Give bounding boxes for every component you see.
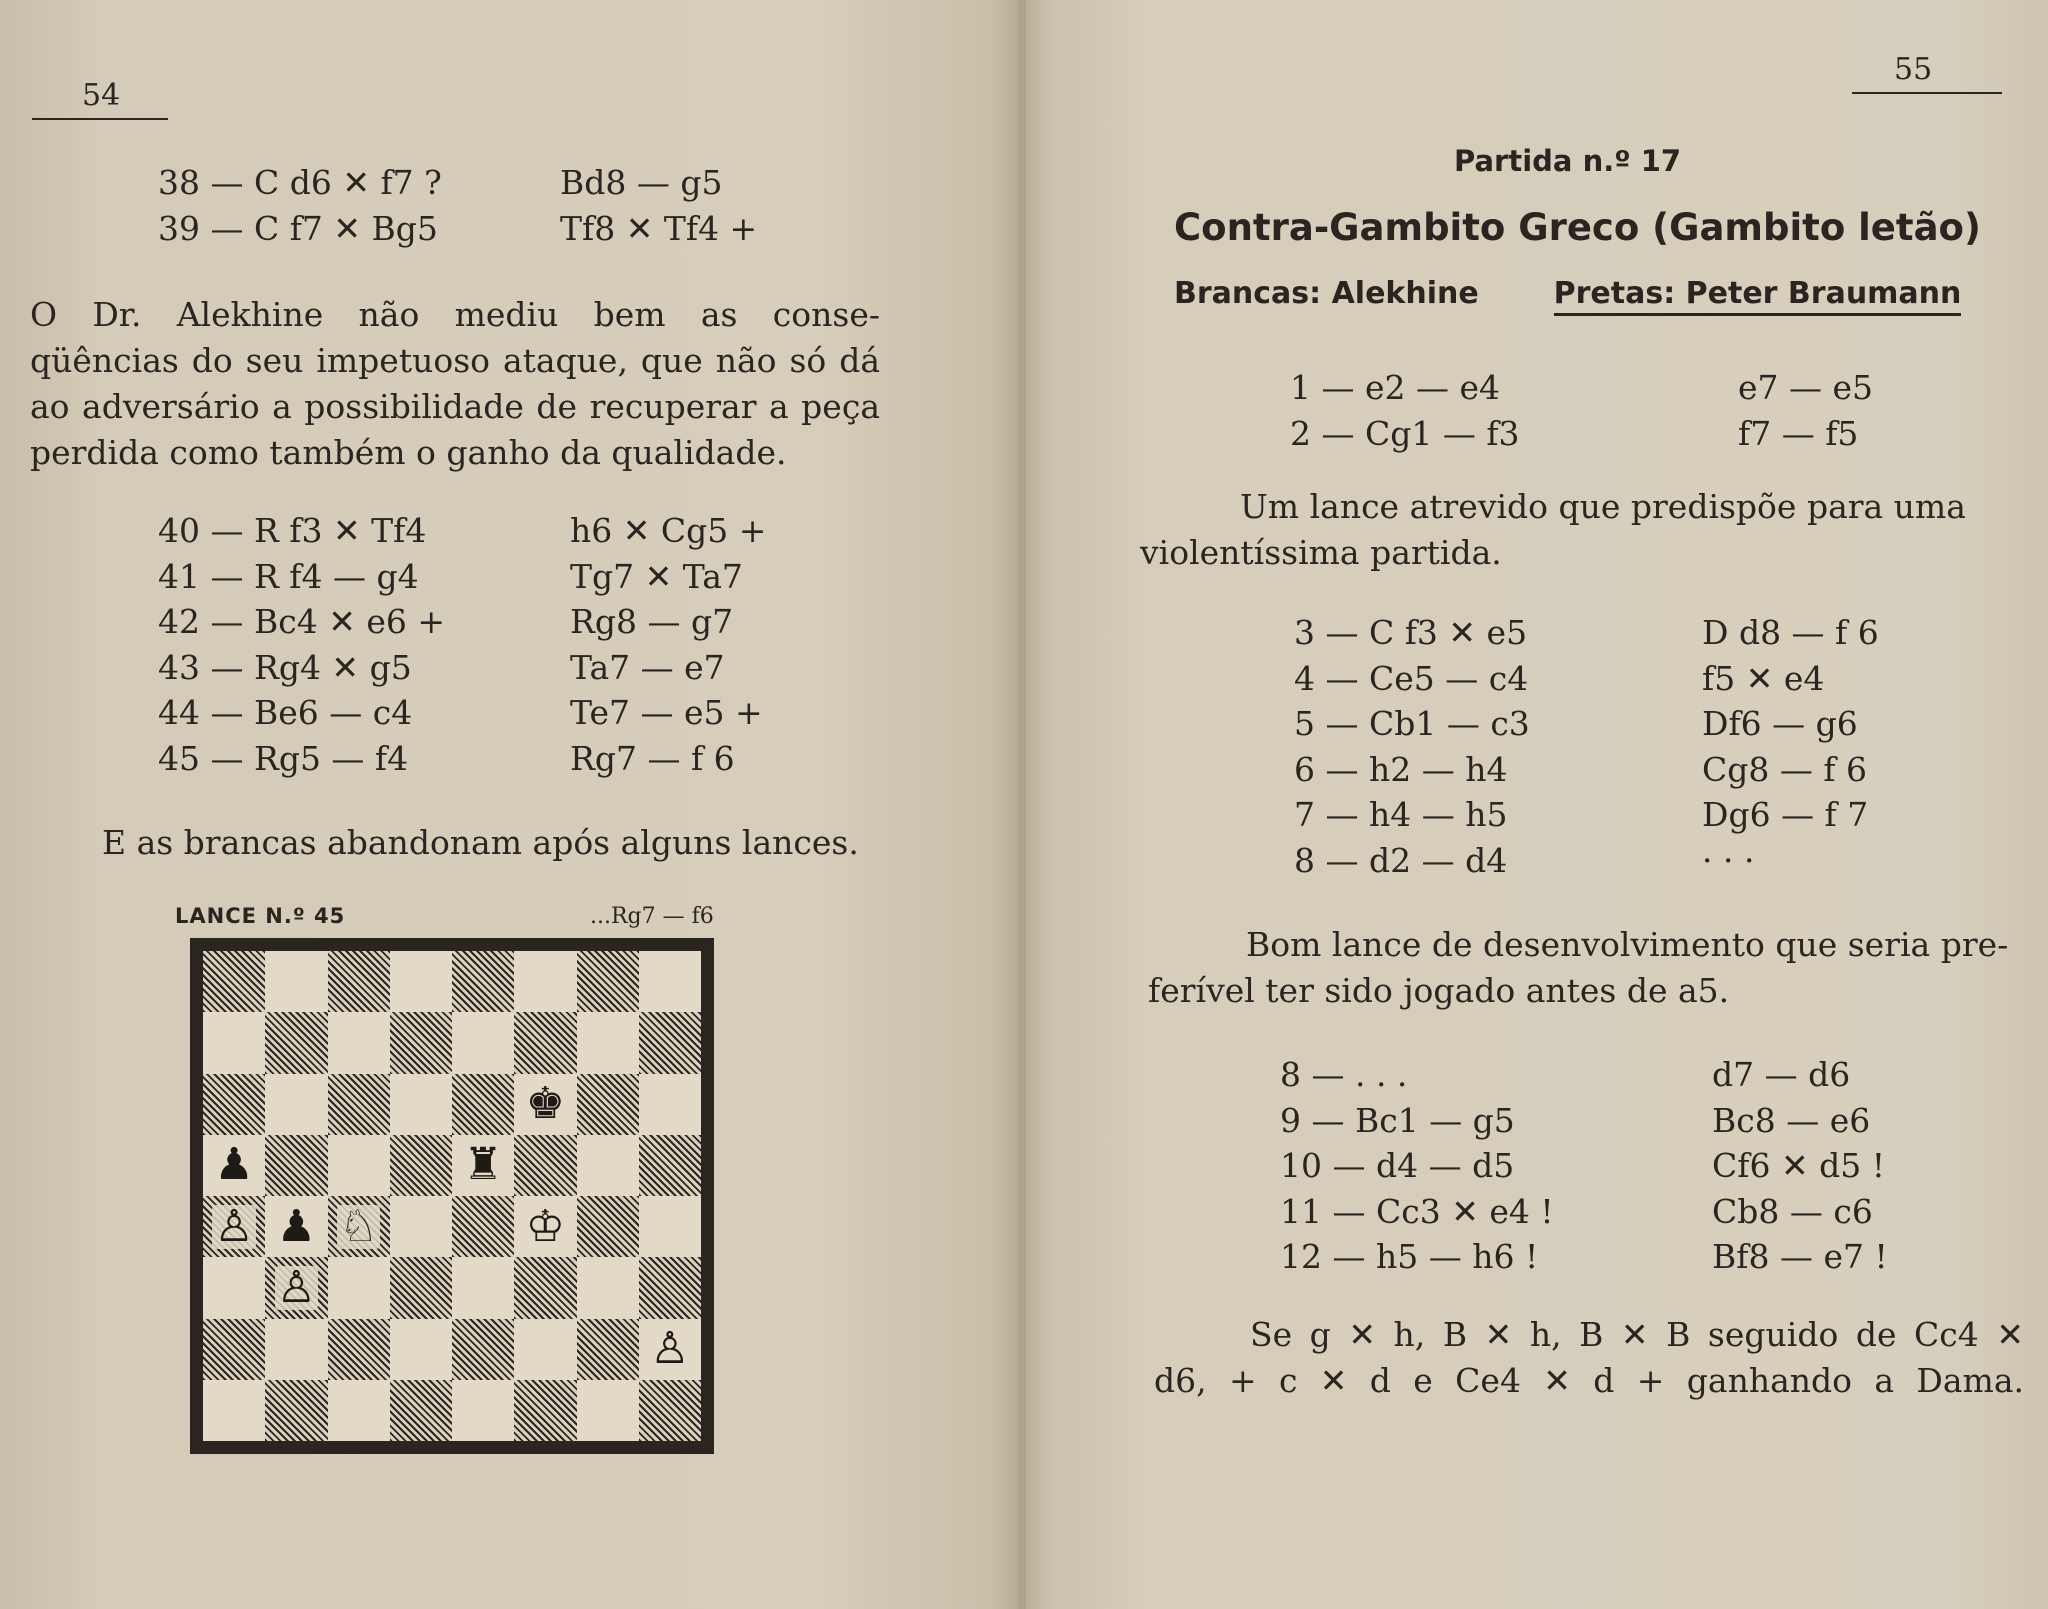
book-gutter <box>1018 0 1026 1609</box>
square-b4 <box>265 1196 327 1257</box>
square-h7 <box>639 1012 701 1073</box>
square-a8 <box>203 951 265 1012</box>
square-b3 <box>265 1257 327 1318</box>
square-c8 <box>328 951 390 1012</box>
move-row <box>1294 656 1894 702</box>
move-list-a <box>158 160 798 251</box>
square-h3 <box>639 1257 701 1318</box>
move-row <box>1280 1143 1900 1189</box>
black-move: Bd8 — g5 <box>560 163 723 202</box>
move-row <box>158 599 818 645</box>
square-e7 <box>452 1012 514 1073</box>
black-move: D d8 — f 6 <box>1702 613 1879 652</box>
white-move: 40 — R f3 ✕ Tf4 <box>158 511 427 550</box>
square-b1 <box>265 1380 327 1441</box>
square-d7 <box>390 1012 452 1073</box>
white-move: 4 — Ce5 — c4 <box>1294 658 1529 698</box>
white-knight-icon: ♘ <box>338 1200 379 1252</box>
move-row <box>158 206 798 252</box>
white-move: 8 — . . . <box>1280 1055 1408 1094</box>
black-move: Ta7 — e7 <box>570 647 725 687</box>
square-c5 <box>328 1135 390 1196</box>
diagram-label: LANCE N.º 45 <box>175 904 346 928</box>
square-e2 <box>452 1319 514 1380</box>
square-f2 <box>514 1319 576 1380</box>
square-d5 <box>390 1135 452 1196</box>
square-b5 <box>265 1135 327 1196</box>
square-c2 <box>328 1319 390 1380</box>
black-move: Rg8 — g7 <box>570 602 734 641</box>
opening-title: Contra-Gambito Greco (Gambito letão) <box>1174 206 1981 249</box>
black-king-icon: ♚ <box>525 1078 566 1130</box>
text-line: ao adversário a possibilidade de recuperar a peça <box>30 387 880 426</box>
square-c7 <box>328 1012 390 1073</box>
square-f4 <box>514 1196 576 1257</box>
square-d8 <box>390 951 452 1012</box>
move-row <box>158 645 818 691</box>
square-f8 <box>514 951 576 1012</box>
white-move: 2 — Cg1 — f3 <box>1290 413 1520 453</box>
closing-sentence: E as brancas abandonam após alguns lances. <box>102 823 859 862</box>
white-move: 45 — Rg5 — f4 <box>158 738 409 778</box>
square-g3 <box>577 1257 639 1318</box>
square-h1 <box>639 1380 701 1441</box>
square-c4 <box>328 1196 390 1257</box>
black-move: Bc8 — e6 <box>1712 1100 1871 1140</box>
black-move: Bf8 — e7 ! <box>1712 1237 1888 1276</box>
black-move: h6 ✕ Cg5 + <box>570 511 767 550</box>
square-h6 <box>639 1074 701 1135</box>
square-h8 <box>639 951 701 1012</box>
move-list-b <box>158 508 818 781</box>
page-number-left: 54 <box>82 78 121 113</box>
diagram-move: ...Rg7 — f6 <box>590 904 714 929</box>
square-d2 <box>390 1319 452 1380</box>
chess-board <box>203 951 701 1441</box>
move-row <box>1280 1189 1900 1235</box>
square-h2 <box>639 1319 701 1380</box>
square-f6 <box>514 1074 576 1135</box>
black-move: d7 — d6 <box>1712 1055 1851 1094</box>
black-move: Tg7 ✕ Ta7 <box>570 556 743 596</box>
square-e8 <box>452 951 514 1012</box>
commentary-paragraph-1 <box>30 292 880 476</box>
text-line: qüências do seu impetuoso ataque, que não só dá <box>30 341 880 380</box>
square-d3 <box>390 1257 452 1318</box>
move-row <box>1290 365 1890 411</box>
white-move: 6 — h2 — h4 <box>1294 749 1508 789</box>
white-move: 9 — Bc1 — g5 <box>1280 1100 1515 1140</box>
square-d6 <box>390 1074 452 1135</box>
square-e6 <box>452 1074 514 1135</box>
chess-diagram <box>190 938 714 1454</box>
square-f3 <box>514 1257 576 1318</box>
square-b6 <box>265 1074 327 1135</box>
commentary-paragraph-3: Se g ✕ h, B ✕ h, B ✕ B seguido de Cc4 ✕ d6, + c ✕ d e Ce4 ✕ d + ganhando a Dama. <box>1154 1315 2024 1400</box>
white-move: 1 — e2 — e4 <box>1290 368 1501 407</box>
black-move: · · · <box>1702 840 1755 880</box>
square-e1 <box>452 1380 514 1441</box>
square-g2 <box>577 1319 639 1380</box>
move-list-b <box>1294 610 1894 883</box>
page-number-right: 55 <box>1894 52 1933 87</box>
text-line: perdida como também o ganho da qualidade. <box>30 433 787 472</box>
square-c1 <box>328 1380 390 1441</box>
square-e4 <box>452 1196 514 1257</box>
black-pawn-icon: ♟ <box>214 1139 254 1191</box>
square-a5 <box>203 1135 265 1196</box>
move-row <box>1294 610 1894 656</box>
square-g7 <box>577 1012 639 1073</box>
square-a7 <box>203 1012 265 1073</box>
move-row <box>158 690 818 736</box>
white-pawn-icon: ♙ <box>650 1323 690 1375</box>
white-pawn-icon: ♙ <box>276 1261 317 1313</box>
white-move: 10 — d4 — d5 <box>1280 1146 1515 1185</box>
commentary-paragraph-2: Bom lance de desenvolvimento que seria pre- ferível ter sido jogado antes de a5. <box>1148 925 2009 1010</box>
move-row <box>158 736 818 782</box>
black-move: Cf6 ✕ d5 ! <box>1712 1146 1885 1185</box>
white-move: 7 — h4 — h5 <box>1294 795 1508 834</box>
move-row <box>1294 701 1894 747</box>
right-page <box>1022 0 2048 1609</box>
square-b7 <box>265 1012 327 1073</box>
left-page <box>0 0 1022 1609</box>
move-row <box>1280 1052 1900 1098</box>
white-move: 38 — C d6 ✕ f7 ? <box>158 163 442 202</box>
game-number: Partida n.º 17 <box>1454 144 1682 178</box>
page-number-rule <box>1852 92 2002 94</box>
square-f5 <box>514 1135 576 1196</box>
black-move: Tf8 ✕ Tf4 + <box>560 208 758 248</box>
white-move: 43 — Rg4 ✕ g5 <box>158 647 412 687</box>
square-a2 <box>203 1319 265 1380</box>
black-rook-icon: ♜ <box>463 1139 503 1191</box>
move-list-c <box>1280 1052 1900 1280</box>
black-move: Cg8 — f 6 <box>1702 749 1868 789</box>
white-player: Brancas: Alekhine <box>1174 276 1479 311</box>
page-number-rule <box>32 118 168 120</box>
square-g6 <box>577 1074 639 1135</box>
square-e3 <box>452 1257 514 1318</box>
square-f7 <box>514 1012 576 1073</box>
white-move: 5 — Cb1 — c3 <box>1294 704 1530 743</box>
square-a4 <box>203 1196 265 1257</box>
move-row <box>1294 838 1894 884</box>
black-move: Df6 — g6 <box>1702 704 1858 743</box>
black-move: Te7 — e5 + <box>570 693 763 732</box>
square-a1 <box>203 1380 265 1441</box>
square-g8 <box>577 951 639 1012</box>
white-move: 11 — Cc3 ✕ e4 ! <box>1280 1191 1554 1231</box>
move-row <box>158 160 798 206</box>
black-player: Pretas: Peter Braumann <box>1554 276 1962 316</box>
move-row <box>1280 1234 1900 1280</box>
white-pawn-icon: ♙ <box>214 1200 254 1252</box>
white-move: 42 — Bc4 ✕ e6 + <box>158 602 445 641</box>
black-move: f5 ✕ e4 <box>1702 658 1825 698</box>
move-row <box>1290 411 1890 457</box>
square-f1 <box>514 1380 576 1441</box>
black-move: Rg7 — f 6 <box>570 738 735 778</box>
black-move: f7 — f5 <box>1738 413 1859 453</box>
white-move: 8 — d2 — d4 <box>1294 840 1508 880</box>
black-pawn-icon: ♟ <box>276 1200 317 1252</box>
move-row <box>1294 792 1894 838</box>
square-d4 <box>390 1196 452 1257</box>
text-line: O Dr. Alekhine não mediu bem as conse- <box>30 295 880 334</box>
square-b8 <box>265 951 327 1012</box>
move-list-a <box>1290 365 1890 456</box>
square-d1 <box>390 1380 452 1441</box>
white-move: 39 — C f7 ✕ Bg5 <box>158 208 438 248</box>
black-move: Dg6 — f 7 <box>1702 795 1869 834</box>
square-b2 <box>265 1319 327 1380</box>
white-move: 44 — Be6 — c4 <box>158 693 413 732</box>
square-h5 <box>639 1135 701 1196</box>
square-g4 <box>577 1196 639 1257</box>
white-move: 41 — R f4 — g4 <box>158 556 419 596</box>
square-a6 <box>203 1074 265 1135</box>
move-row <box>1280 1098 1900 1144</box>
move-row <box>158 554 818 600</box>
white-king-icon: ♔ <box>525 1200 566 1252</box>
players-line <box>1174 276 1961 311</box>
white-move: 12 — h5 — h6 ! <box>1280 1237 1539 1276</box>
move-row <box>1294 747 1894 793</box>
square-g1 <box>577 1380 639 1441</box>
square-e5 <box>452 1135 514 1196</box>
square-c3 <box>328 1257 390 1318</box>
black-move: e7 — e5 <box>1738 368 1874 407</box>
move-row <box>158 508 818 554</box>
square-h4 <box>639 1196 701 1257</box>
square-a3 <box>203 1257 265 1318</box>
black-move: Cb8 — c6 <box>1712 1191 1873 1231</box>
white-move: 3 — C f3 ✕ e5 <box>1294 613 1528 652</box>
commentary-paragraph-1: Um lance atrevido que predispõe para uma violentíssima partida. <box>1140 487 1966 572</box>
square-g5 <box>577 1135 639 1196</box>
square-c6 <box>328 1074 390 1135</box>
